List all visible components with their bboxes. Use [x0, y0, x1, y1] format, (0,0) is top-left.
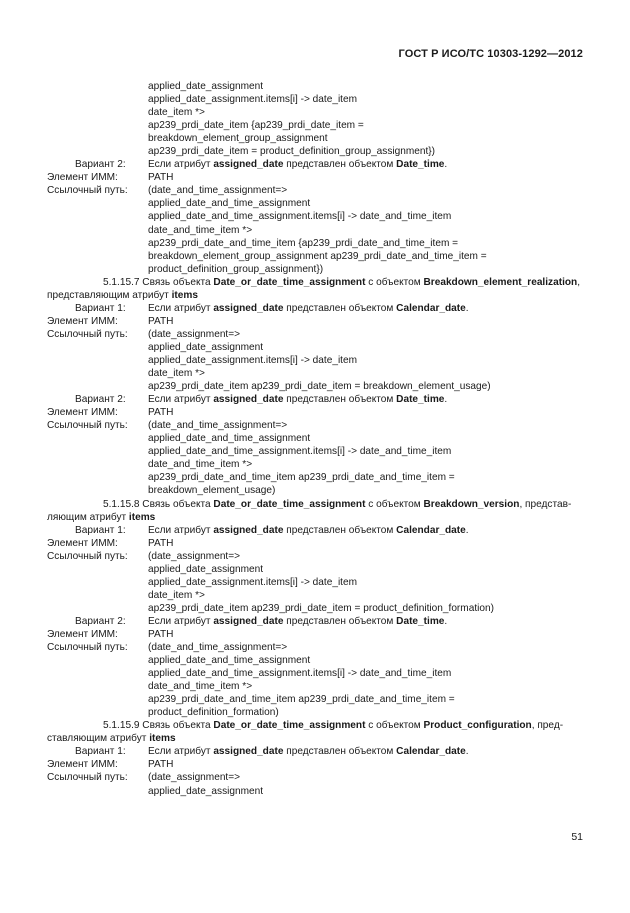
- path-line: date_and_time_item *>: [148, 224, 253, 236]
- section-heading-line: [47, 276, 584, 289]
- section-text: , представ-: [519, 498, 572, 510]
- reference-path-lines: [148, 419, 584, 497]
- section-text: с объектом: [365, 276, 424, 288]
- path-line: applied_date_assignment: [148, 563, 264, 575]
- attribute-name: assigned_date: [213, 746, 284, 758]
- variant-row: [47, 745, 584, 758]
- path-line: ap239_prdi_date_and_time_item ap239_prdi_date_and_time_item =: [148, 694, 455, 706]
- variant-text: [148, 158, 584, 171]
- variant-text-pre: Если атрибут: [148, 615, 214, 627]
- object-name: Breakdown_version: [423, 498, 520, 510]
- object-name: Date_time: [396, 394, 445, 406]
- path-line: date_item *>: [148, 368, 205, 380]
- variant-text-mid: представлен объектом: [283, 302, 397, 314]
- variant-text-pre: Если атрибут: [148, 302, 214, 314]
- imm-element-row: [47, 171, 584, 184]
- section-text: ставляющим атрибут: [47, 733, 150, 745]
- object-name: Calendar_date: [396, 746, 466, 758]
- path-line: applied_date_assignment.items[i] -> date_item: [148, 354, 358, 366]
- path-line: applied_date_assignment.items[i] -> date_item: [148, 94, 358, 106]
- imm-element-label: Элемент ИММ:: [47, 759, 118, 771]
- imm-element-value: PATH: [148, 407, 174, 419]
- variant-text-mid: представлен объектом: [283, 524, 397, 536]
- path-line: applied_date_and_time_assignment: [148, 198, 311, 210]
- path-line: (date_assignment=>: [148, 772, 241, 784]
- section-heading: [47, 498, 584, 524]
- imm-element-value: PATH: [148, 628, 174, 640]
- variant-row: [47, 158, 584, 171]
- page-number: 51: [571, 831, 583, 843]
- reference-path-lines: [148, 184, 584, 275]
- reference-path-label: Ссылочный путь:: [47, 328, 128, 340]
- path-line: applied_date_and_time_assignment.items[i] -> date_and_time_item: [148, 668, 452, 680]
- reference-path-label: Ссылочный путь:: [47, 420, 128, 432]
- section-heading-line: [47, 732, 584, 745]
- path-line: applied_date_and_time_assignment: [148, 655, 311, 667]
- reference-path-label: Ссылочный путь:: [47, 550, 128, 562]
- reference-path-lines: [148, 80, 584, 158]
- variant-label: Вариант 2:: [75, 615, 126, 627]
- imm-element-value: PATH: [148, 759, 174, 771]
- path-line: date_and_time_item *>: [148, 459, 253, 471]
- section-number: 5.1.15.8 Связь объекта: [103, 498, 214, 510]
- variant-row: [47, 302, 584, 315]
- path-line: applied_date_assignment.items[i] -> date_item: [148, 576, 358, 588]
- reference-path-lines: [148, 641, 584, 719]
- attribute-name: assigned_date: [213, 615, 284, 627]
- section-heading: [47, 276, 584, 302]
- section-heading-line: [47, 511, 584, 524]
- variant-row: [47, 393, 584, 406]
- reference-path-lines: [148, 550, 584, 615]
- attribute-name: assigned_date: [213, 302, 284, 314]
- section-number: 5.1.15.7 Связь объекта: [103, 276, 214, 288]
- imm-element-value: PATH: [148, 172, 174, 184]
- variant-label: Вариант 2:: [75, 394, 126, 406]
- object-name: Date_time: [396, 159, 445, 171]
- imm-element-row: [47, 315, 584, 328]
- path-line: (date_and_time_assignment=>: [148, 642, 288, 654]
- path-line: applied_date_and_time_assignment: [148, 433, 311, 445]
- attribute-name: assigned_date: [213, 159, 284, 171]
- section-text: , пред-: [531, 720, 564, 732]
- variant-text-mid: представлен объектом: [283, 159, 397, 171]
- reference-path-label: Ссылочный путь:: [47, 642, 128, 654]
- path-line: applied_date_and_time_assignment.items[i] -> date_and_time_item: [148, 211, 452, 223]
- path-line: applied_date_assignment: [148, 785, 264, 797]
- path-line: date_and_time_item *>: [148, 681, 253, 693]
- path-line: breakdown_element_usage): [148, 485, 276, 497]
- variant-text: [148, 615, 584, 628]
- variant-text-mid: представлен объектом: [283, 394, 397, 406]
- imm-element-label: Элемент ИММ:: [47, 407, 118, 419]
- object-name: Date_or_date_time_assignment: [213, 276, 366, 288]
- section-text: с объектом: [365, 498, 424, 510]
- attribute-name: assigned_date: [213, 524, 284, 536]
- imm-element-row: [47, 628, 584, 641]
- reference-path-lines: [148, 771, 584, 797]
- variant-text: [148, 302, 584, 315]
- imm-element-row: [47, 537, 584, 550]
- variant-text-pre: Если атрибут: [148, 746, 214, 758]
- reference-path-row: [47, 771, 584, 797]
- imm-element-label: Элемент ИММ:: [47, 537, 118, 549]
- variant-text-post: .: [444, 394, 448, 406]
- reference-path-label: Ссылочный путь:: [47, 772, 128, 784]
- imm-element-row: [47, 406, 584, 419]
- attribute-name: items: [128, 511, 156, 523]
- path-line: ap239_prdi_date_item ap239_prdi_date_item = breakdown_element_usage): [148, 381, 491, 393]
- continuation-block: [47, 80, 584, 158]
- path-line: breakdown_element_group_assignment ap239_prdi_date_and_time_item =: [148, 250, 487, 262]
- path-line: product_definition_group_assignment}): [148, 263, 324, 275]
- reference-path-row: [47, 550, 584, 615]
- variant-label: Вариант 1:: [75, 524, 126, 536]
- imm-element-row: [47, 758, 584, 771]
- variant-text-post: .: [465, 746, 469, 758]
- reference-path-row: [47, 184, 584, 275]
- object-name: Date_time: [396, 615, 445, 627]
- variant-text-post: .: [444, 159, 448, 171]
- variant-label: Вариант 2:: [75, 159, 126, 171]
- object-name: Product_configuration: [423, 720, 532, 732]
- path-line: product_definition_formation): [148, 707, 279, 719]
- object-name: Date_or_date_time_assignment: [213, 498, 366, 510]
- section-heading-line: [47, 289, 584, 302]
- section-heading: [47, 719, 584, 745]
- variant-text: [148, 745, 584, 758]
- variant-text-post: .: [465, 524, 469, 536]
- path-line: ap239_prdi_date_and_time_item ap239_prdi_date_and_time_item =: [148, 472, 455, 484]
- imm-element-label: Элемент ИММ:: [47, 172, 118, 184]
- variant-text: [148, 393, 584, 406]
- path-line: applied_date_assignment: [148, 81, 264, 92]
- imm-element-value: PATH: [148, 315, 174, 327]
- attribute-name: assigned_date: [213, 394, 284, 406]
- path-line: date_item *>: [148, 107, 205, 119]
- variant-text-post: .: [444, 615, 448, 627]
- object-name: Calendar_date: [396, 524, 466, 536]
- variant-row: [47, 524, 584, 537]
- path-line: (date_and_time_assignment=>: [148, 420, 288, 432]
- path-line: ap239_prdi_date_item ap239_prdi_date_item = product_definition_formation): [148, 602, 494, 614]
- object-name: Date_or_date_time_assignment: [213, 720, 366, 732]
- path-line: date_item *>: [148, 589, 205, 601]
- imm-element-label: Элемент ИММ:: [47, 628, 118, 640]
- imm-element-value: PATH: [148, 537, 174, 549]
- variant-text-pre: Если атрибут: [148, 159, 214, 171]
- path-line: ap239_prdi_date_item = product_definition_group_assignment}): [148, 146, 436, 158]
- section-text: с объектом: [365, 720, 424, 732]
- path-line: ap239_prdi_date_item {ap239_prdi_date_item =: [148, 120, 364, 132]
- path-line: (date_assignment=>: [148, 328, 241, 340]
- imm-element-label: Элемент ИММ:: [47, 315, 118, 327]
- path-line: applied_date_assignment: [148, 341, 264, 353]
- section-heading-line: [47, 719, 584, 732]
- attribute-name: items: [149, 733, 176, 745]
- variant-label: Вариант 1:: [75, 746, 126, 758]
- reference-path-row: [47, 328, 584, 393]
- page-header-title: ГОСТ Р ИСО/ТС 10303-1292—2012: [398, 48, 583, 60]
- path-line: (date_assignment=>: [148, 550, 241, 562]
- variant-text-pre: Если атрибут: [148, 394, 214, 406]
- attribute-name: items: [171, 289, 198, 301]
- path-line: breakdown_element_group_assignment: [148, 133, 328, 145]
- object-name: Breakdown_element_realization: [423, 276, 578, 288]
- path-line: (date_and_time_assignment=>: [148, 185, 288, 197]
- variant-text-pre: Если атрибут: [148, 524, 214, 536]
- section-number: 5.1.15.9 Связь объекта: [103, 720, 214, 732]
- section-heading-line: [47, 498, 584, 511]
- section-text: ляющим атрибут: [47, 511, 129, 523]
- document-body: [47, 80, 584, 798]
- variant-text: [148, 524, 584, 537]
- reference-path-row: [47, 419, 584, 497]
- variant-text-post: .: [465, 302, 469, 314]
- variant-text-mid: представлен объектом: [283, 615, 397, 627]
- section-text: ,: [577, 276, 581, 288]
- section-text: представляющим атрибут: [47, 289, 172, 301]
- object-name: Calendar_date: [396, 302, 466, 314]
- path-line: ap239_prdi_date_and_time_item {ap239_prdi_date_and_time_item =: [148, 237, 459, 249]
- path-line: applied_date_and_time_assignment.items[i] -> date_and_time_item: [148, 446, 452, 458]
- variant-row: [47, 615, 584, 628]
- reference-path-label: Ссылочный путь:: [47, 185, 128, 197]
- variant-label: Вариант 1:: [75, 302, 126, 314]
- reference-path-lines: [148, 328, 584, 393]
- reference-path-row: [47, 641, 584, 719]
- variant-text-mid: представлен объектом: [283, 746, 397, 758]
